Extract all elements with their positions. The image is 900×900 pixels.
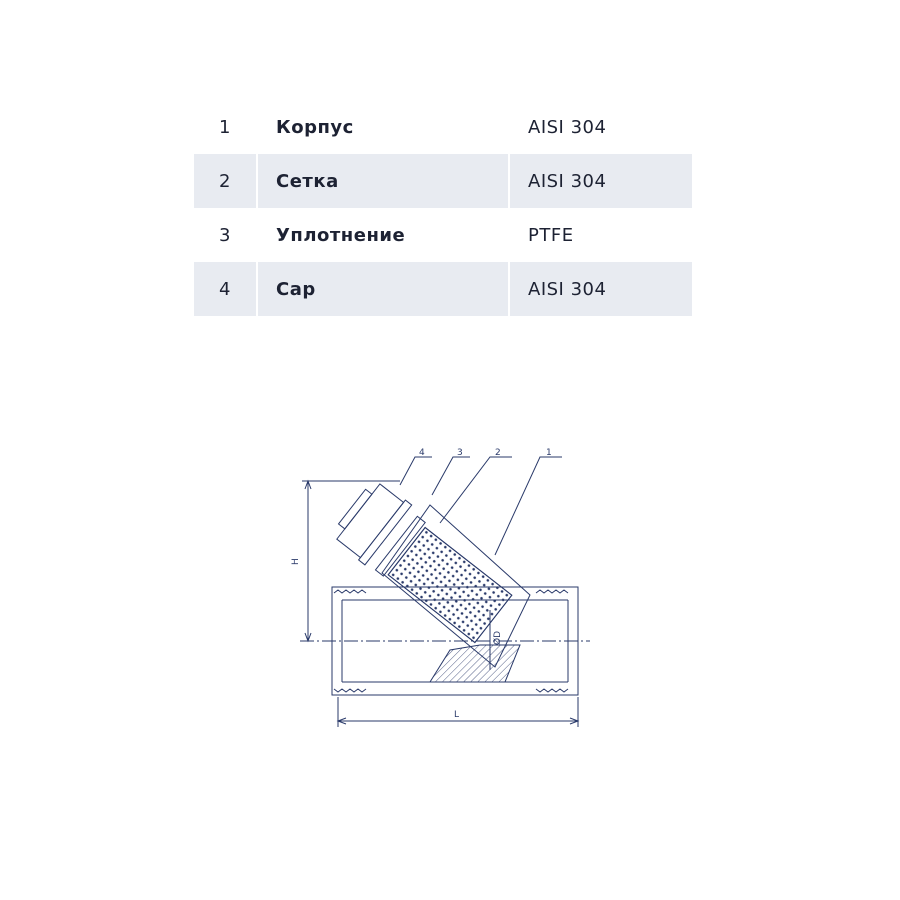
thread-left-top (334, 590, 366, 593)
part-number: 1 (194, 100, 258, 154)
table-row (194, 154, 692, 208)
part-material: PTFE (528, 224, 574, 246)
part-material: AISI 304 (528, 170, 607, 192)
part-number: 2 (194, 154, 258, 208)
part-name: Уплотнение (258, 208, 510, 262)
callout-leader-1 (495, 457, 562, 555)
parts-table (194, 100, 692, 316)
table-row (194, 208, 692, 262)
strainer-drawing-svg (290, 445, 600, 735)
part-name: Сетка (258, 154, 510, 208)
callout-leader-2 (440, 457, 512, 523)
part-name: Cap (258, 262, 510, 316)
dim-d-label: ØD (493, 630, 503, 645)
part-material: AISI 304 (528, 278, 607, 300)
callout-4: 4 (419, 448, 425, 458)
callout-3: 3 (457, 448, 463, 458)
callout-leader-3 (432, 457, 470, 495)
strainer-drawing (290, 445, 600, 735)
dim-h-label: H (291, 558, 301, 565)
thread-right-bottom (536, 689, 568, 692)
dim-l-label: L (454, 710, 460, 720)
callout-leader-4 (400, 457, 432, 485)
table-row (194, 100, 692, 154)
part-name: Корпус (258, 100, 510, 154)
part-number: 3 (194, 208, 258, 262)
callout-1: 1 (546, 448, 552, 458)
thread-right-top (536, 590, 568, 593)
table-row (194, 262, 692, 316)
callout-2: 2 (495, 448, 501, 458)
thread-left-bottom (334, 689, 366, 692)
screen-mesh (388, 527, 512, 642)
part-material: AISI 304 (528, 116, 607, 138)
part-number: 4 (194, 262, 258, 316)
